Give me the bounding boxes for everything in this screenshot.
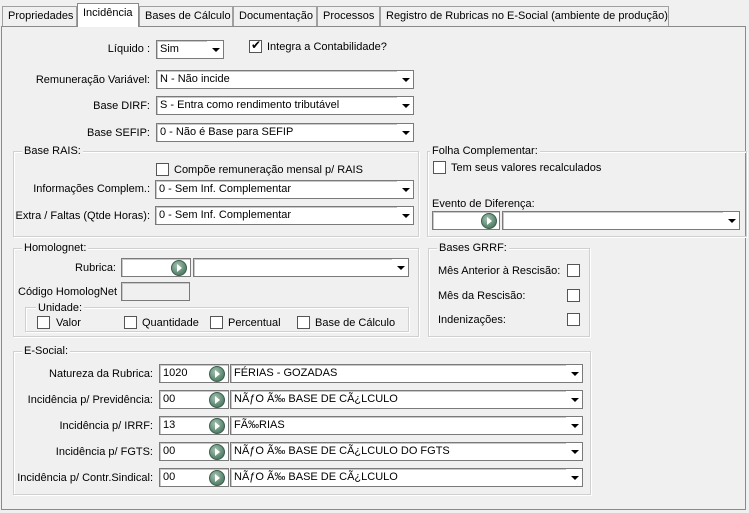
esocial-code-value: 1020: [163, 367, 188, 379]
tab-label: Incidência: [83, 7, 133, 19]
extra-faltas-select[interactable]: [155, 206, 414, 225]
info-complem-select[interactable]: [155, 180, 414, 199]
chevron-down-icon[interactable]: [392, 259, 408, 276]
sefip-value: 0 - Não é Base para SEFIP: [160, 126, 294, 138]
grrf-mes-anterior-label: Mês Anterior à Rescisão:: [438, 265, 561, 277]
tab-bases-de-calculo[interactable]: [139, 6, 233, 26]
grrf-mes-rescisao-label: Mês da Rescisão:: [438, 290, 526, 302]
unidade-base-calculo-label: Base de Cálculo: [315, 317, 396, 329]
sefip-select[interactable]: [156, 123, 414, 142]
lookup-icon[interactable]: [209, 444, 225, 460]
tab-label: Propriedades: [8, 10, 74, 22]
unidade-valor-label: Valor: [56, 317, 81, 329]
rubrica-label: Rubrica:: [75, 262, 116, 274]
remuneracao-label: Remuneração Variável:: [35, 74, 150, 86]
esocial-desc-value: NÃƒO Ã‰ BASE DE CÃ¿LCULO DO FGTS: [234, 445, 450, 457]
evento-desc-select[interactable]: [502, 211, 740, 230]
grrf-indenizacoes-label: Indenizações:: [438, 314, 506, 326]
tab-incidencia[interactable]: [77, 3, 139, 27]
check-icon: ✔: [251, 38, 262, 52]
codigo-homolognet-input[interactable]: [121, 282, 190, 301]
unidade-percentual-checkbox[interactable]: [210, 316, 223, 329]
tab-propriedades[interactable]: [2, 6, 77, 26]
chevron-down-icon[interactable]: [566, 391, 582, 408]
tab-documentacao[interactable]: [233, 6, 317, 26]
chevron-down-icon[interactable]: [566, 469, 582, 486]
chevron-down-icon[interactable]: [397, 207, 413, 224]
chevron-down-icon[interactable]: [566, 443, 582, 460]
compoe-rais-checkbox[interactable]: [156, 163, 169, 176]
lookup-icon[interactable]: [209, 366, 225, 382]
tab-registro-esocial[interactable]: [380, 6, 669, 26]
lookup-icon[interactable]: [209, 418, 225, 434]
esocial-row-label: Incidência p/ Previdência:: [27, 394, 153, 406]
evento-diferenca-label: Evento de Diferença:: [432, 198, 535, 210]
lookup-icon[interactable]: [209, 392, 225, 408]
tab-label: Registro de Rubricas no E-Social (ambiente de produção): [386, 10, 668, 22]
unidade-quantidade-checkbox[interactable]: [124, 316, 137, 329]
unidade-percentual-label: Percentual: [228, 317, 281, 329]
chevron-down-icon[interactable]: [207, 41, 223, 58]
lookup-icon[interactable]: [171, 260, 187, 276]
unidade-title: Unidade:: [38, 302, 83, 314]
liquido-value: Sim: [160, 43, 179, 55]
tab-strip: [0, 0, 749, 27]
esocial-code-value: 00: [163, 393, 176, 405]
liquido-select[interactable]: [156, 40, 224, 59]
recalculados-checkbox[interactable]: [433, 161, 446, 174]
esocial-title: E-Social:: [24, 345, 69, 357]
liquido-label: Líquido :: [107, 43, 150, 55]
info-complem-label: Informações Complem.:: [33, 183, 150, 195]
esocial-desc-value: FÉRIAS - GOZADAS: [234, 367, 338, 379]
integra-checkbox[interactable]: [249, 40, 262, 53]
tab-label: Processos: [323, 10, 375, 22]
folha-complementar-title: Folha Complementar:: [432, 145, 538, 157]
grrf-indenizacoes-checkbox[interactable]: [567, 313, 580, 326]
esocial-desc-value: NÃƒO Ã‰ BASE DE CÃ¿LCULO: [234, 471, 398, 483]
sefip-label: Base SEFIP:: [87, 127, 150, 139]
chevron-down-icon[interactable]: [397, 124, 413, 141]
esocial-sindical-select[interactable]: [230, 468, 583, 487]
esocial-code-value: 00: [163, 471, 176, 483]
esocial-code-value: 13: [163, 419, 176, 431]
bases-grrf-title: Bases GRRF:: [439, 242, 507, 254]
unidade-valor-checkbox[interactable]: [37, 316, 50, 329]
esocial-desc-value: NÃƒO Ã‰ BASE DE CÃ¿LCULO: [234, 393, 398, 405]
unidade-base-calculo-checkbox[interactable]: [297, 316, 310, 329]
esocial-row-label: Incidência p/ IRRF:: [59, 420, 153, 432]
dirf-label: Base DIRF:: [93, 100, 150, 112]
dirf-select[interactable]: [156, 96, 414, 115]
codigo-homolognet-label: Código HomologNet: [18, 286, 118, 298]
recalculados-label: Tem seus valores recalculados: [451, 162, 602, 174]
esocial-row-label: Incidência p/ Contr.Sindical:: [17, 472, 153, 484]
info-complem-value: 0 - Sem Inf. Complementar: [159, 183, 292, 195]
tab-processos[interactable]: [317, 6, 380, 26]
chevron-down-icon[interactable]: [397, 71, 413, 88]
esocial-irrf-select[interactable]: [230, 416, 583, 435]
remuneracao-select[interactable]: [156, 70, 414, 89]
homolognet-title: Homolognet:: [24, 242, 87, 254]
lookup-icon[interactable]: [481, 213, 497, 229]
base-rais-title: Base RAIS:: [24, 145, 81, 157]
unidade-quantidade-label: Quantidade: [142, 317, 199, 329]
chevron-down-icon[interactable]: [566, 365, 582, 382]
esocial-code-value: 00: [163, 445, 176, 457]
esocial-fgts-select[interactable]: [230, 442, 583, 461]
grrf-mes-rescisao-checkbox[interactable]: [567, 289, 580, 302]
esocial-previdencia-select[interactable]: [230, 390, 583, 409]
esocial-row-label: Natureza da Rubrica:: [49, 368, 153, 380]
chevron-down-icon[interactable]: [566, 417, 582, 434]
chevron-down-icon[interactable]: [397, 181, 413, 198]
remuneracao-value: N - Não incide: [160, 73, 230, 85]
chevron-down-icon[interactable]: [397, 97, 413, 114]
chevron-down-icon[interactable]: [723, 212, 739, 229]
esocial-row-label: Incidência p/ FGTS:: [55, 446, 153, 458]
rubrica-desc-select[interactable]: [193, 258, 409, 277]
dirf-value: S - Entra como rendimento tributável: [160, 99, 340, 111]
esocial-natureza-select[interactable]: [230, 364, 583, 383]
esocial-desc-value: FÃ‰RIAS: [234, 419, 285, 431]
compoe-rais-label: Compõe remuneração mensal p/ RAIS: [174, 164, 363, 176]
lookup-icon[interactable]: [209, 470, 225, 486]
extra-faltas-label: Extra / Faltas (Qtde Horas):: [15, 210, 150, 222]
tab-label: Documentação: [239, 10, 313, 22]
tab-label: Bases de Cálculo: [145, 10, 231, 22]
extra-faltas-value: 0 - Sem Inf. Complementar: [159, 209, 292, 221]
grrf-mes-anterior-checkbox[interactable]: [567, 264, 580, 277]
integra-label: Integra a Contabilidade?: [267, 41, 387, 53]
